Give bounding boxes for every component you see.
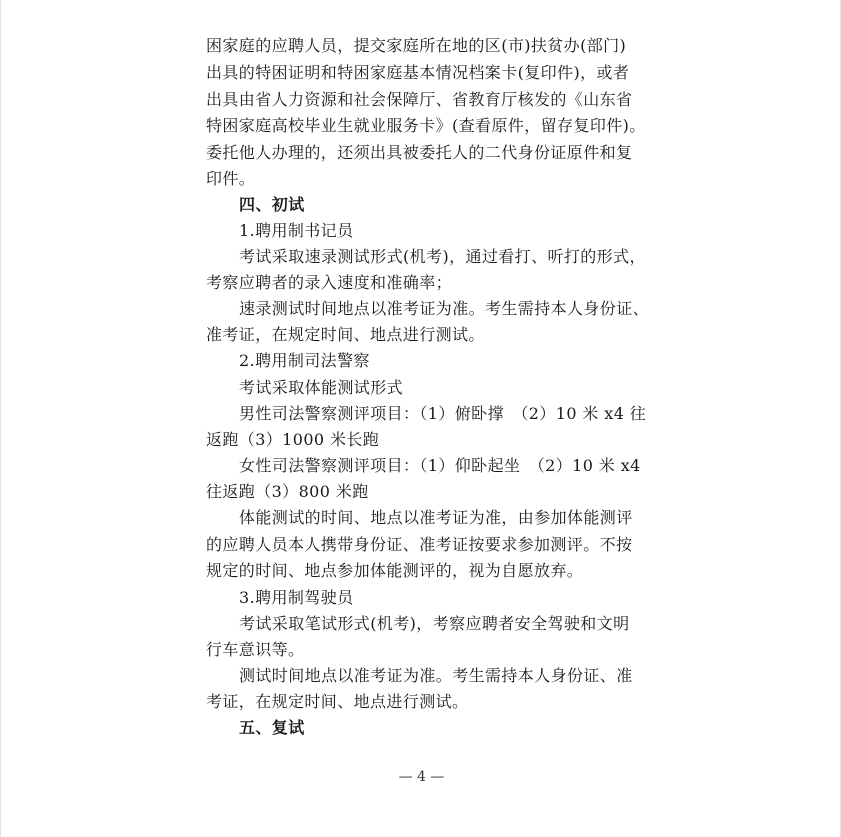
text-line: 测试时间地点以准考证为准。考生需持本人身份证、准: [239, 666, 633, 685]
text-line: 考察应聘者的录入速度和准确率；: [206, 273, 453, 292]
text-line: 考试采取速录测试形式(机考)，通过看打、听打的形式，: [239, 247, 646, 266]
text-line: 男性司法警察测评项目：（1）俯卧撑 （2）10 米 x4 往: [239, 404, 647, 423]
text-line: 体能测试的时间、地点以准考证为准，由参加体能测评: [239, 508, 633, 527]
text-line: 特困家庭高校毕业生就业服务卡》(查看原件，留存复印件)。: [206, 116, 646, 135]
page-number: — 4 —: [398, 769, 445, 785]
subsection-heading: 1.聘用制书记员: [239, 221, 354, 240]
text-line: 行车意识等。: [206, 640, 305, 659]
text-line: 出具由省人力资源和社会保障厅、省教育厅核发的《山东省: [206, 90, 633, 109]
text-line: 女性司法警察测评项目：（1）仰卧起坐 （2）10 米 x4: [239, 456, 641, 475]
text-line: 准考证，在规定时间、地点进行测试。: [206, 325, 485, 344]
text-line: 速录测试时间地点以准考证为准。考生需持本人身份证、: [239, 299, 650, 318]
text-line: 困家庭的应聘人员，提交家庭所在地的区(市)扶贫办(部门): [206, 36, 627, 55]
text-line: 考试采取体能测试形式: [239, 378, 404, 397]
text-line: 往返跑（3）800 米跑: [206, 482, 369, 501]
text-line: 的应聘人员本人携带身份证、准考证按要求参加测评。不按: [206, 535, 633, 554]
text-line: 印件。: [206, 169, 256, 188]
section-heading: 五、复试: [239, 718, 305, 737]
text-line: 返跑（3）1000 米长跑: [206, 430, 380, 449]
subsection-heading: 3.聘用制驾驶员: [239, 588, 354, 607]
section-heading: 四、初试: [239, 195, 305, 214]
text-line: 出具的特困证明和特困家庭基本情况档案卡(复印件)，或者: [206, 63, 630, 82]
subsection-heading: 2.聘用制司法警察: [239, 351, 370, 370]
text-line: 考证，在规定时间、地点进行测试。: [206, 692, 469, 711]
text-line: 委托他人办理的，还须出具被委托人的二代身份证原件和复: [206, 143, 633, 162]
text-line: 考试采取笔试形式(机考)，考察应聘者安全驾驶和文明: [239, 614, 630, 633]
text-line: 规定的时间、地点参加体能测评的，视为自愿放弃。: [206, 561, 584, 580]
